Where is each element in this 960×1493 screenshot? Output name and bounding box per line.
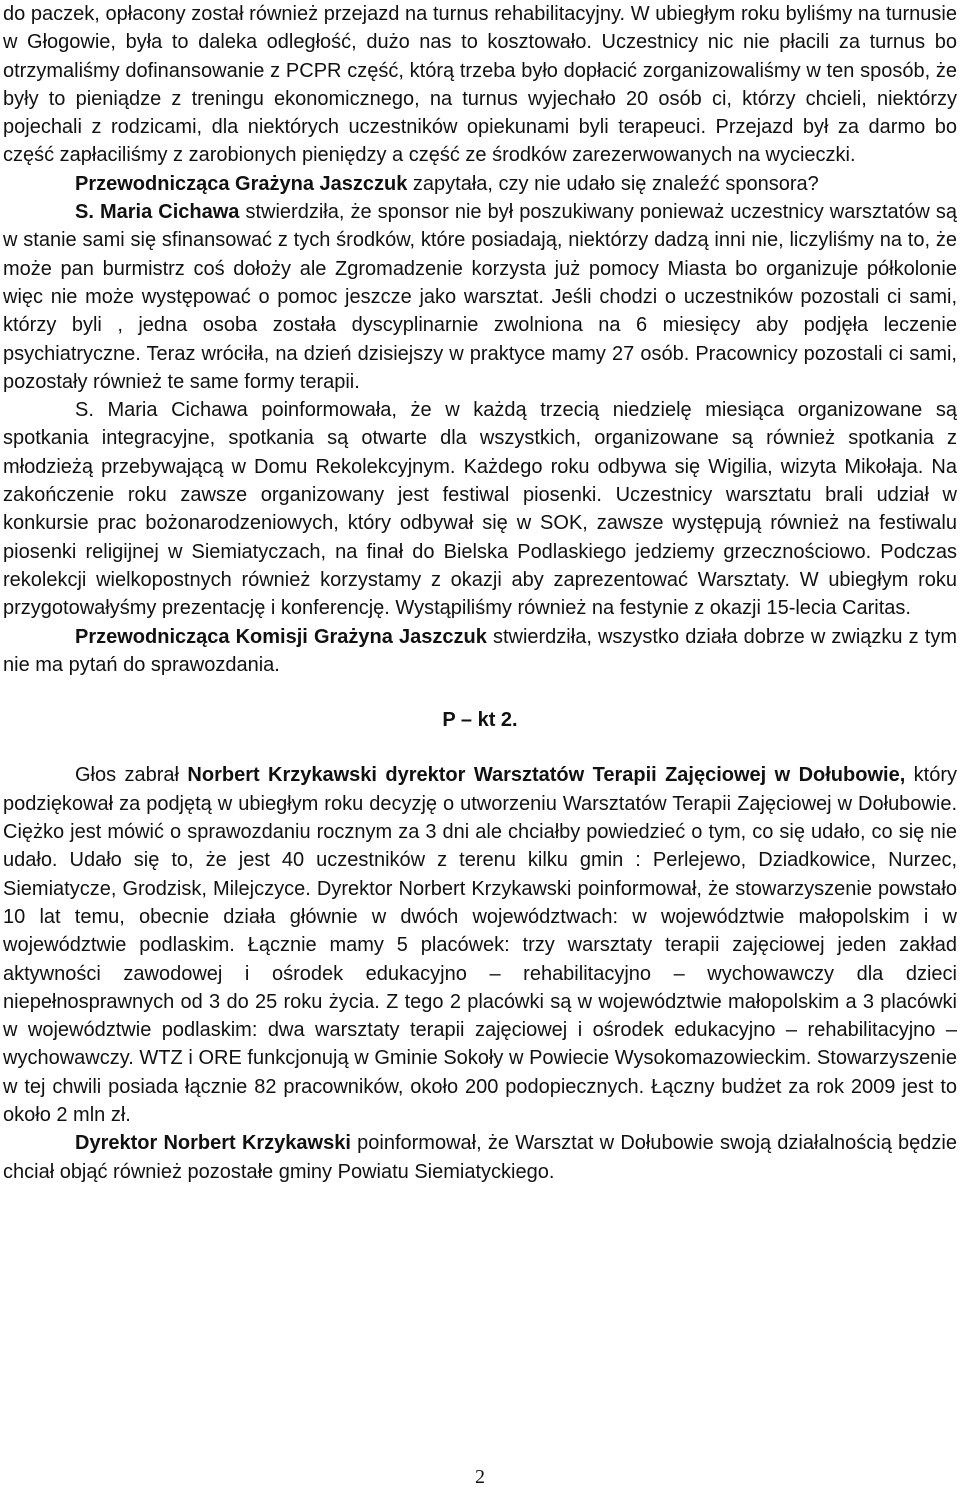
document-page [3,0,957,1186]
paragraph-3 [3,198,957,396]
paragraph-3-text: stwierdziła, że sponsor nie był poszukiwany ponieważ uczestnicy warsztatów są w stanie sami się sfinansować z tych środków, które posiadają, niektórzy dadzą inni nie, liczyliśmy na to, że może pan burmistrz coś dołoży ale Zgromadzenie korzysta już pomocy Miasta bo organizuje półkolonie więc nie może występować o pomoc jeszcze jako warsztat. Jeśli chodzi o uczestników pozostali ci sami, którzy byli , jedna osoba została dyscyplinarnie zwolniona na 6 miesięcy aby podjęła leczenie psychiatryczne. Teraz wróciła, na dzień dzisiejszy w praktyce mamy 27 osób. Pracownicy pozostali ci sami, pozostały również te same formy terapii. [3,201,957,393]
section-heading: P – kt 2. [442,709,518,732]
paragraph-4 [3,396,957,622]
paragraph-5 [3,623,957,680]
paragraph-6-text: który podziękował za podjętą w ubiegłym roku decyzję o utworzeniu Warsztatów Terapii Zajęciowej w Dołubowie. Ciężko jest mówić o sprawozdaniu rocznym za 3 dni ale chciałby powiedzieć o tym, co się udało, co się nie udało. Udało się to, że jest 40 uczestników z terenu kilku gmin : Perlejewo, Dziadkowice, Nurzec, Siemiatycze, Grodzisk, Milejczyce. Dyrektor Norbert Krzykawski poinformował, że stowarzyszenie powstało 10 lat temu, obecnie działa głównie w dwóch województwach: w województwie małopolskim i w województwie podlaskim. Łącznie mamy 5 placówek: trzy warsztaty terapii zajęciowej jeden zakład aktywności zawodowej i ośrodek edukacyjno – rehabilitacyjno – wychowawczy dla dzieci niepełnosprawnych od 3 do 25 roku życia. Z tego 2 placówki są w województwie małopolskim a 3 placówki w województwie podlaskim: dwa warsztaty terapii zajęciowej i ośrodek edukacyjno – rehabilitacyjno – wychowawczy. WTZ i ORE funkcjonują w Gminie Sokoły w Powiecie Wysokomazowieckim. Stowarzyszenie w tej chwili posiada łącznie 82 pracowników, około 200 podopiecznych. Łączny budżet za rok 2009 jest to około 2 mln zł. [3,764,958,1126]
paragraph-2 [3,170,957,198]
paragraph-7 [3,1129,957,1186]
speaker-name: S. Maria Cichawa [75,201,240,224]
paragraph-2-text: zapytała, czy nie udało się znaleźć sponsora? [407,172,819,195]
speaker-name: Przewodnicząca Komisji Grażyna Jaszczuk [75,625,487,648]
paragraph-6 [3,761,957,1129]
paragraph-5-text: stwierdziła, wszystko działa dobrze w związku z tym nie ma pytań do sprawozdania. [3,625,957,676]
page-number: 2 [475,1466,485,1488]
paragraph-1-text: do paczek, opłacony został również przejazd na turnus rehabilitacyjny. W ubiegłym roku byliśmy na turnusie w Głogowie, była to daleka odległość, dużo nas to kosztowało. Uczestnicy nic nie płacili za turnus bo otrzymaliśmy dofinansowanie z PCPR część, którą trzeba było dopłacić zorganizowaliśmy w ten sposób, że były to pieniądze z treningu ekonomicznego, na turnus wyjechało 20 osób ci, którzy chcieli, niektórzy pojechali z rodzicami, dla niektórych uczestników opiekunami byli terapeuci. Przejazd był za darmo bo część zapłaciliśmy z zarobionych pieniędzy a część ze środków zarezerwowanych na wycieczki. [3,3,957,167]
paragraph-4-text: S. Maria Cichawa poinformowała, że w każdą trzecią niedzielę miesiąca organizowane są spotkania integracyjne, spotkania są otwarte dla wszystkich, organizowane są również spotkania z młodzieżą przebywającą w Domu Rekolekcyjnym. Każdego roku odbywa się Wigilia, wizyta Mikołaja. Na zakończenie roku zawsze organizowany jest festiwal piosenki. Uczestnicy warsztatu brali udział w konkursie prac bożonarodzeniowych, który odbywał się w SOK, zawsze występują również na festiwalu piosenki religijnej w Siemiatyczach, na finał do Bielska Podlaskiego jedziemy grzecznościowo. Podczas rekolekcji wielkopostnych również korzystamy z okazji aby zaprezentować Warsztaty. W ubiegłym roku przygotowałyśmy prezentację i konferencję. Wystąpiliśmy również na festynie z okazji 15-lecia Caritas. [3,399,957,620]
paragraph-7-text: poinformował, że Warsztat w Dołubowie swoją działalnością będzie chciał objąć również pozostałe gminy Powiatu Siemiatyckiego. [3,1132,957,1183]
paragraph-6-lead: Głos zabrał [75,764,188,787]
speaker-name: Dyrektor Norbert Krzykawski [75,1132,351,1155]
speaker-name: Przewodnicząca Grażyna Jaszczuk [75,172,408,195]
speaker-name: Norbert Krzykawski dyrektor Warsztatów Terapii Zajęciowej w Dołubowie, [187,764,906,787]
paragraph-1 [3,0,957,170]
